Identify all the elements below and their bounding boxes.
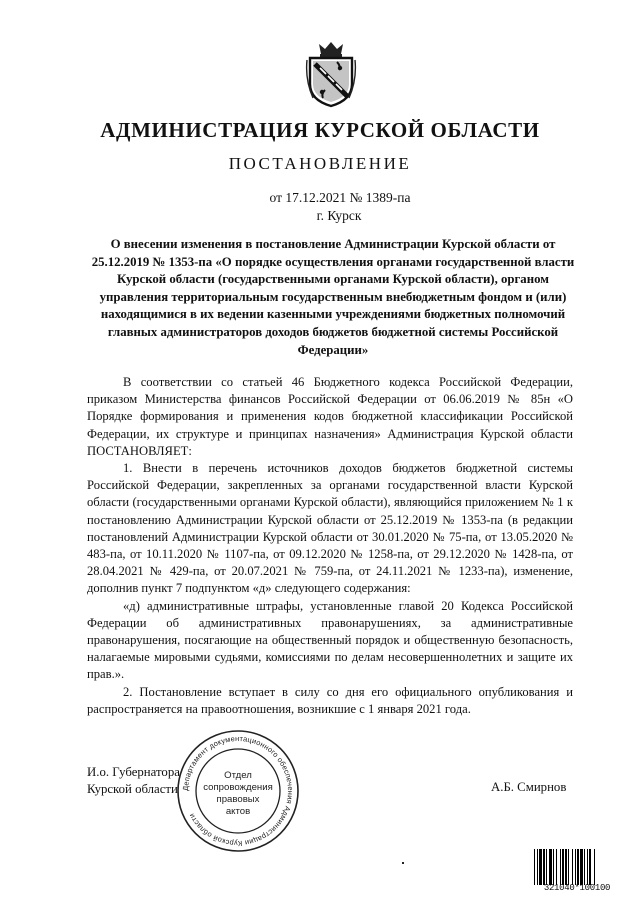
signatory-name: А.Б. Смирнов <box>491 780 567 794</box>
signatory-role-line-2: Курской области <box>87 782 178 796</box>
coat-of-arms-icon <box>305 40 357 108</box>
scan-artifact <box>402 862 404 864</box>
document-type: ПОСТАНОВЛЕНИЕ <box>228 154 412 173</box>
document-city: г. Курск <box>316 208 362 223</box>
body-paragraph-item-1: 1. Внести в перечень источников доходов бюджетов бюджетной системы Российской Федерации, закрепленных за органами государственной власти Курской области (государственными органами Курской области), являющийся приложением № 1 к постановлению Администрации Курской области от 25.12.2019 № 1353-па (в редакции постановлений Администрации Курской области от 30.01.2020 № 75-па, от 13.05.2020 № 483-па, от 10.11.2020 № 1107-па, от 09.12.2020 № 1258-па, от 29.12.2020 № 1428-па, от 28.04.2021 № 429-па, от 20.07.2021 № 759-па, от 24.11.2021 № 1233-па), изменение, дополнив пункт 7 подпунктом «д» следующего содержания: <box>87 461 573 596</box>
stamp-line: сопровождения <box>203 782 273 793</box>
body-paragraph-preamble: В соответствии со статьей 46 Бюджетного кодекса Российской Федерации, приказом Министерства финансов Российской Федерации от 06.06.2019 № 85н «О Порядке формирования и применения кодов бюджетной классификации Российской Федерации, их структуре и принципах назначения» Администрация Курской области ПОСТАНОВЛЯЕТ: <box>87 375 573 458</box>
body-paragraph-subitem-d: «д) административные штрафы, установленные главой 20 Кодекса Российской Федерации об административных правонарушениях, за административные правонарушения, посягающие на общественный порядок и общественную безопасность, налагаемые мировыми судьями, комиссиями по делам несовершеннолетних и защите их прав.». <box>87 598 573 682</box>
document-subject: О внесении изменения в постановление Администрации Курской области от 25.12.2019 № 1353-па «О порядке осуществления органами государственной власти Курской области (государственными органами Курской области), органом управления территориальным государственным внебюджетным фондом и (или) находящимися в их ведении казенными учреждениями бюджетных полномочий главных администраторов доходов бюджетов бюджетной системы Российской Федерации» <box>91 237 575 357</box>
stamp-center-text <box>198 770 278 818</box>
stamp-line: актов <box>225 806 251 817</box>
stamp-ring-text: Департамент документационного обеспечения Администрации Курской области <box>180 733 296 849</box>
document-body <box>87 374 573 718</box>
stamp-line: Отдел <box>224 770 252 781</box>
barcode-icon <box>534 849 620 885</box>
document-date-number: от 17.12.2021 № 1389-па <box>269 190 411 205</box>
barcode-number: 321040*100100 <box>543 883 611 893</box>
signatory-role-line-1: И.о. Губернатора <box>87 765 180 779</box>
organization-title: АДМИНИСТРАЦИЯ КУРСКОЙ ОБЛАСТИ <box>100 118 540 142</box>
body-paragraph-item-2: 2. Постановление вступает в силу со дня его официального опубликования и распространяется на правоотношения, возникшие с 1 января 2021 года. <box>87 684 573 716</box>
stamp-line: правовых <box>216 794 260 805</box>
